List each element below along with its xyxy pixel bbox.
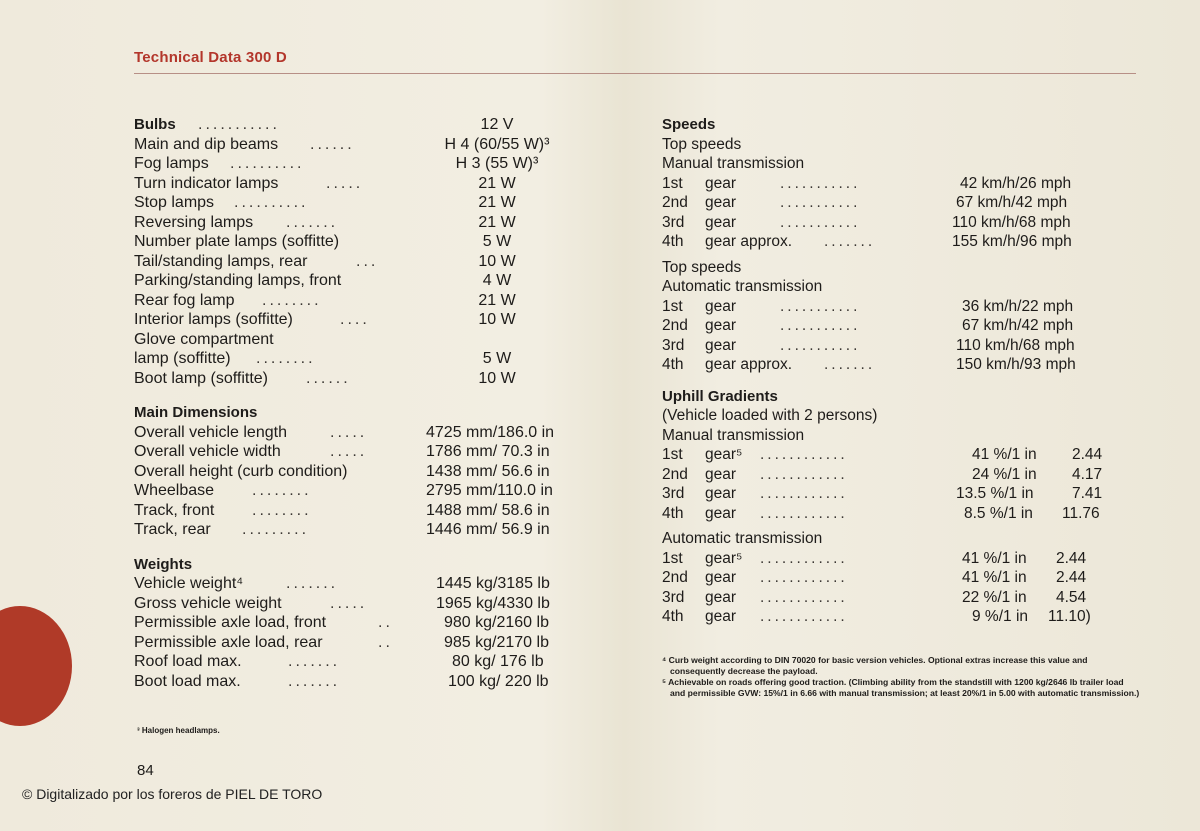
gear-word: gear⁵ [705,446,743,463]
gear-label [662,484,737,504]
dimension-label: Overall height (curb condition) [134,462,348,480]
gradient-percent: 8.5 %/1 in [964,504,1033,522]
dot-leader: ....... [286,575,339,592]
gear-label [662,549,743,569]
bulb-value: 10 W [478,311,516,328]
footnote-traction: ⁵ Achievable on roads offering good traction. (Climbing ability from the standstill with 1200 kg/2646 lb trailer load and permissible GVW: 15%/1 in 6.66 with manual transmission; at least 20%/1 in 5.00 with automatic transmission.) [662,677,1140,698]
bulbs-voltage: 12 V [480,116,514,133]
speed-row [662,297,1132,317]
speed-value: 150 km/h/93 mph [956,356,1076,373]
dimension-label: Track, rear [134,521,211,538]
speed-value: 110 km/h/68 mph [956,336,1075,354]
gear-label [662,297,737,317]
gear-ordinal: 3rd [662,588,685,606]
bulb-label: Stop lamps [134,194,215,211]
dot-leader: ..... [330,423,368,441]
gradient-row [662,549,1132,569]
bulb-value: 21 W [478,194,516,211]
bulb-label: Parking/standing lamps, front [134,272,342,289]
weight-row [134,652,604,672]
title-divider [134,73,1136,74]
gear-ordinal: 4th [662,504,684,522]
dimension-row [134,501,604,521]
watermark-credit: © Digitalizado por los foreros de PIEL DE TORO [22,786,323,802]
dot-leader: ............ [760,446,848,463]
bulb-value: 21 W [478,174,516,192]
weight-label: Roof load max. [134,653,242,670]
dot-leader: .......... [234,194,309,211]
weight-value: 1445 kg/3185 lb [436,575,550,592]
gradient-ratio: 4.17 [1072,465,1103,483]
weight-label: Permissible axle load, front [134,614,327,631]
dimensions-title: Main Dimensions [134,404,258,421]
footnote-curb-weight: ⁴ Curb weight according to DIN 70020 for basic version vehicles. Optional extras increase this value and consequently decrease the payload. [662,655,1088,676]
dimension-label: Track, front [134,501,215,519]
bulb-row [134,310,604,330]
bulb-value: 10 W [478,369,516,387]
weight-row [134,672,604,692]
dimensions-section [134,403,604,540]
gear-word: gear [705,588,737,606]
footnotes-right [662,655,1140,699]
page-number: 84 [137,762,154,779]
right-column [662,115,1132,642]
speed-row [662,213,1132,233]
gear-ordinal: 2nd [662,317,688,334]
gear-word: gear [705,465,737,483]
dot-leader: ............ [760,504,848,522]
dot-leader: ... [356,252,379,270]
weight-row [134,633,604,653]
dimension-row [134,520,604,540]
dimension-value: 2795 mm/110.0 in [426,482,553,499]
dot-leader: ....... [286,213,339,231]
dot-leader: ......... [242,521,310,538]
gear-word: gear approx. [705,356,793,373]
bulb-row [134,174,604,194]
dot-leader: ........ [252,501,312,519]
dot-leader: ............ [760,608,848,625]
bulb-row [134,193,604,213]
bulb-row [134,213,604,233]
gear-label [662,588,737,608]
gear-label [662,336,737,356]
gear-label [662,174,737,194]
dot-leader: .... [340,311,370,328]
dot-leader: ............ [760,549,848,567]
bulb-row [134,291,604,311]
dot-leader: ........ [252,482,312,499]
gear-word: gear [705,213,737,231]
dot-leader: ....... [824,356,876,373]
page-title: Technical Data 300 D [134,49,287,66]
gear-label [662,504,737,524]
gradient-ratio: 2.44 [1056,569,1087,586]
gradients-section [662,387,1132,627]
speed-value: 42 km/h/26 mph [960,174,1072,192]
bulb-row [134,154,604,174]
dimension-row [134,481,604,501]
dot-leader: ........... [198,116,280,133]
bulb-value: 21 W [478,291,516,309]
dot-leader: ........... [780,336,861,354]
gradients-auto-heading: Automatic transmission [662,530,823,547]
glove-lamp-label-line1: Glove compartment [134,330,274,348]
gear-ordinal: 1st [662,549,683,567]
gear-word: gear [705,336,737,354]
gradient-row [662,607,1132,627]
bulb-label: Turn indicator lamps [134,174,279,192]
dot-leader: ............ [760,465,848,483]
dot-leader: ............ [760,485,848,502]
dimension-value: 1438 mm/ 56.6 in [426,462,550,480]
gear-ordinal: 3rd [662,485,685,502]
dot-leader: ........ [256,350,316,367]
speed-value: 110 km/h/68 mph [952,213,1071,231]
speed-row [662,355,1132,375]
weight-value: 980 kg/2160 lb [444,614,549,631]
weight-row [134,613,604,633]
weight-label: Vehicle weight⁴ [134,575,244,592]
bulb-row [134,271,604,291]
gear-label [662,445,743,465]
speed-value: 36 km/h/22 mph [962,297,1074,315]
bulb-label: Interior lamps (soffitte) [134,311,293,328]
bulb-row [134,369,604,389]
gradient-percent: 13.5 %/1 in [956,485,1034,502]
speed-value: 67 km/h/42 mph [956,194,1068,211]
gradient-row [662,588,1132,608]
bulb-value: 4 W [482,272,512,289]
gear-label [662,193,737,213]
gradient-percent: 41 %/1 in [962,569,1027,586]
gradient-percent: 24 %/1 in [972,465,1037,483]
gear-ordinal: 3rd [662,213,685,231]
weight-label: Gross vehicle weight [134,594,282,612]
dimension-label: Overall vehicle width [134,443,281,460]
gear-ordinal: 4th [662,233,684,250]
gear-word: gear [705,174,737,192]
gear-ordinal: 1st [662,297,683,315]
bulb-label: Main and dip beams [134,135,279,153]
gradients-title: Uphill Gradients [662,387,778,405]
gradient-row [662,465,1132,485]
dimension-row [134,442,604,462]
bulb-label: lamp (soffitte) [134,350,231,367]
gradients-manual-heading: Manual transmission [662,426,805,444]
gear-ordinal: 1st [662,446,683,463]
bulb-value: H 3 (55 W)³ [455,155,539,172]
gear-ordinal: 2nd [662,194,688,211]
gradient-percent: 9 %/1 in [972,608,1029,625]
weight-label: Boot load max. [134,672,241,690]
gear-word: gear [705,504,737,522]
dimension-value: 1488 mm/ 58.6 in [426,501,550,519]
dimension-value: 1446 mm/ 56.9 in [426,521,550,538]
speed-row [662,193,1132,213]
weight-row [134,574,604,594]
dot-leader: ............ [760,588,848,606]
dot-leader: .. [378,614,393,631]
gradient-ratio: 11.76 [1062,504,1100,522]
gear-label [662,232,793,252]
gear-label [662,607,737,627]
speeds-manual-heading: Top speeds [662,135,742,153]
gear-word: gear⁵ [705,549,743,567]
dot-leader: ........ [262,291,322,309]
gear-word: gear [705,317,737,334]
gradients-subtitle: (Vehicle loaded with 2 persons) [662,407,878,424]
bulb-row [134,135,604,155]
weight-row [134,594,604,614]
dimension-row [134,423,604,443]
dot-leader: ............ [760,569,848,586]
gear-ordinal: 1st [662,174,683,192]
dimension-value: 4725 mm/186.0 in [426,423,555,441]
dot-leader: ....... [288,653,341,670]
gradient-ratio: 2.44 [1072,446,1103,463]
bulb-value: 21 W [478,213,516,231]
dimension-label: Wheelbase [134,482,215,499]
gradient-row [662,504,1132,524]
gear-label [662,568,737,588]
speed-row [662,174,1132,194]
gear-ordinal: 3rd [662,336,685,354]
bulb-label: Rear fog lamp [134,291,235,309]
gear-ordinal: 2nd [662,569,688,586]
gradient-percent: 41 %/1 in [972,446,1037,463]
bulb-value: 5 W [482,350,512,367]
weight-label: Permissible axle load, rear [134,633,323,651]
dot-leader: ........... [780,213,861,231]
dot-leader: ....... [288,672,341,690]
speeds-section [662,115,1132,375]
weight-value: 80 kg/ 176 lb [452,653,544,670]
gradient-ratio: 4.54 [1056,588,1087,606]
section-tab-marker [0,606,72,726]
bulb-row [134,349,604,369]
bulb-label: Boot lamp (soffitte) [134,369,268,387]
dot-leader: ........... [780,317,861,334]
weights-section [134,555,604,692]
dot-leader: ....... [824,233,876,250]
bulb-row [134,232,604,252]
bulb-label: Reversing lamps [134,213,254,231]
speeds-manual-subheading: Manual transmission [662,155,805,172]
dot-leader: ...... [310,135,355,153]
gear-word: gear [705,194,737,211]
dot-leader: ...... [306,369,351,387]
weight-value: 985 kg/2170 lb [444,633,549,651]
gear-word: gear approx. [705,233,793,250]
dot-leader: .......... [230,155,305,172]
gear-label [662,213,737,233]
bulbs-heading-row [134,115,604,135]
dot-leader: .. [378,633,393,651]
dimension-row [134,462,604,482]
bulb-row [134,252,604,272]
footnote-halogen: ³ Halogen headlamps. [137,726,220,735]
gear-word: gear [705,569,737,586]
gradient-ratio: 11.10) [1048,608,1091,625]
gradient-percent: 22 %/1 in [962,588,1027,606]
weight-value: 1965 kg/4330 lb [436,594,550,612]
dot-leader: ........... [780,174,861,192]
speed-row [662,316,1132,336]
gear-label [662,355,793,375]
speeds-auto-subheading: Automatic transmission [662,278,823,295]
speeds-auto-heading: Top speeds [662,258,742,276]
dot-leader: ..... [330,594,368,612]
bulbs-title: Bulbs [134,116,176,133]
gear-label [662,465,737,485]
speed-row [662,336,1132,356]
speed-value: 155 km/h/96 mph [952,233,1072,250]
bulb-value: 5 W [482,233,512,250]
gear-label [662,316,737,336]
speed-row [662,232,1132,252]
gear-word: gear [705,608,737,625]
gradient-row [662,445,1132,465]
bulb-value: H 4 (60/55 W)³ [444,135,550,153]
weights-title: Weights [134,555,193,573]
gradient-row [662,568,1132,588]
gradient-row [662,484,1132,504]
dimension-value: 1786 mm/ 70.3 in [426,443,550,460]
speeds-title: Speeds [662,116,716,133]
gear-ordinal: 2nd [662,465,688,483]
bulb-value: 10 W [478,252,516,270]
bulbs-section [134,115,604,388]
gear-word: gear [705,485,737,502]
gradient-ratio: 2.44 [1056,549,1087,567]
left-column [134,115,604,706]
gear-ordinal: 4th [662,608,684,625]
speed-value: 67 km/h/42 mph [962,317,1074,334]
dot-leader: ..... [326,174,364,192]
dot-leader: ..... [330,443,368,460]
dot-leader: ........... [780,297,861,315]
gradient-ratio: 7.41 [1072,485,1103,502]
gear-ordinal: 4th [662,356,684,373]
bulb-label: Number plate lamps (soffitte) [134,233,340,250]
dot-leader: ........... [780,194,861,211]
weight-value: 100 kg/ 220 lb [448,672,549,690]
dimension-label: Overall vehicle length [134,423,287,441]
gradient-percent: 41 %/1 in [962,549,1027,567]
gear-word: gear [705,297,737,315]
bulb-label: Fog lamps [134,155,209,172]
bulb-label: Tail/standing lamps, rear [134,252,308,270]
